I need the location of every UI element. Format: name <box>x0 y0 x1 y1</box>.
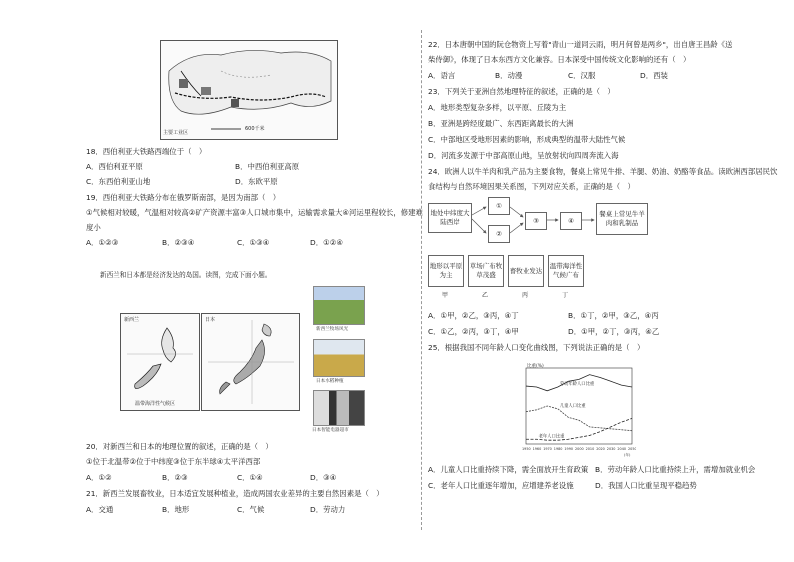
x-tick-label: 1990 <box>564 447 574 451</box>
chart-xlabel: (年) <box>624 453 631 457</box>
label-yi: 乙 <box>482 292 489 299</box>
q23-option-b[interactable]: B．亚洲是跨经度最广、东西距离最长的大洲 <box>428 119 574 128</box>
x-tick-label: 2050 <box>628 447 636 451</box>
japan-map-title: 日本 <box>205 317 216 323</box>
q20-option-b[interactable]: B．②③ <box>162 473 188 482</box>
photo-nz-pasture <box>313 286 365 325</box>
q18-option-a[interactable]: A．西伯利亚平原 <box>86 162 143 171</box>
q25-option-a[interactable]: A．儿童人口比重持续下降，需全面放开生育政策 <box>428 465 589 474</box>
q18-option-c[interactable]: C．东西伯利亚山地 <box>86 177 151 186</box>
q19-option-c[interactable]: C．①③④ <box>237 238 270 247</box>
flow-box-4: ④ <box>560 212 582 230</box>
photo-japan-store-caption: 日本智能电器超市 <box>312 428 349 433</box>
q24-option-a[interactable]: A．①甲，②乙，③丙，④丁 <box>428 311 519 320</box>
series-label-1: 儿童人口比重 <box>559 403 586 409</box>
q24-body: 食结构与自然环境因果关系图，下列对应关系，正确的是（ ） <box>428 182 635 191</box>
q18-stem: 18．西伯利亚大铁路西端位于（ ） <box>86 147 207 156</box>
nz-legend: 温带海洋性气候区 <box>135 401 176 407</box>
x-tick-label: 1970 <box>543 447 552 451</box>
nz-map-drawing <box>121 314 199 410</box>
q20-body: ①位于北温带②位于中纬度③位于东半球④太平洋西部 <box>86 457 261 466</box>
option-box-yi: 草场广布牧草茂盛 <box>468 255 504 287</box>
photo-japan-rice-caption: 日本水稻种植 <box>316 379 344 384</box>
q20-stem: 20．对新西兰和日本的地理位置的叙述，正确的是（ ） <box>86 442 273 451</box>
q25-option-c[interactable]: C．老年人口比重逐年增加，应增建养老设施 <box>428 481 574 490</box>
q23-option-a[interactable]: A．地形类型复杂多样，以平原、丘陵为主 <box>428 103 567 112</box>
q24-stem: 24．欧洲人以牛羊肉和乳产品为主要食物，餐桌上常见牛排、羊腿、奶油、奶酪等食品。读欧洲西部居民饮 <box>428 167 778 176</box>
q22-option-c[interactable]: C．汉服 <box>568 71 596 80</box>
q23-option-c[interactable]: C．中部地区受地形因素的影响，形成典型的温带大陆性气候 <box>428 135 626 144</box>
q25-option-d[interactable]: D．我国人口比重呈现平稳趋势 <box>595 481 697 490</box>
series-line-1 <box>526 406 632 431</box>
population-chart <box>516 360 636 458</box>
q23-stem: 23．下列关于亚洲自然地理特征的叙述，正确的是（ ） <box>428 87 615 96</box>
q22-option-d[interactable]: D．西装 <box>640 71 668 80</box>
q22-option-b[interactable]: B．动漫 <box>495 71 523 80</box>
q20-option-c[interactable]: C．①④ <box>237 473 263 482</box>
series-label-0: 劳动年龄人口比重 <box>559 382 595 387</box>
q19-body-2: 度小 <box>86 223 101 232</box>
q24-option-b[interactable]: B．①丁，②甲，③乙，④丙 <box>568 311 659 320</box>
column-divider <box>421 30 422 530</box>
x-tick-label: 1980 <box>553 447 563 451</box>
nz-map-title: 新西兰 <box>124 317 140 323</box>
x-tick-label: 2020 <box>596 447 605 451</box>
q24-option-c[interactable]: C．①乙，②丙，③丁，④甲 <box>428 327 519 336</box>
chart-ylabel: 比重(%) <box>527 364 544 369</box>
q19-body-1: ①气候相对较暖，气温相对较高②矿产资源丰富③人口城市集中，运输需求量大④河运里程较长，修建难 <box>86 208 423 217</box>
photo-japan-rice <box>313 339 365 377</box>
q18-option-b[interactable]: B．中西伯利亚高原 <box>235 162 300 171</box>
q24-option-d[interactable]: D．①甲，②丁，③丙，④乙 <box>568 327 660 336</box>
x-tick-label: 1950 <box>522 447 531 451</box>
q21-option-b[interactable]: B．地形 <box>162 505 190 514</box>
flow-box-end: 餐桌上常见牛羊肉和乳制品 <box>596 203 648 235</box>
q23-option-d[interactable]: D．河流多发源于中部高原山地，呈放射状向四周奔流入海 <box>428 151 619 160</box>
causal-flow-diagram <box>428 195 788 307</box>
q22-body: 柴侍御》，体现了日本东西方文化兼容。日本深受中国传统文化影响的还有（ ） <box>428 55 691 64</box>
japan-map <box>201 313 300 411</box>
photo-nz-pasture-caption: 新西兰牧场风光 <box>316 327 349 332</box>
q21-stem: 21．新西兰发展畜牧业，日本适宜发展种植业，造成两国农业差异的主要自然因素是（ ） <box>86 489 384 498</box>
russia-railway-map <box>160 40 338 140</box>
q21-option-c[interactable]: C．气候 <box>237 505 265 514</box>
q21-option-d[interactable]: D．劳动力 <box>310 505 346 514</box>
x-tick-label: 1960 <box>532 447 542 451</box>
option-box-ding: 温带海洋性气候广布 <box>548 255 584 287</box>
x-tick-label: 2030 <box>606 447 616 451</box>
flow-box-start: 地处中纬度大陆西岸 <box>428 203 472 233</box>
x-tick-label: 2040 <box>617 447 627 451</box>
q18-option-d[interactable]: D．东欧平原 <box>235 177 278 186</box>
japan-map-drawing <box>202 314 299 410</box>
population-chart-svg <box>516 360 636 458</box>
x-tick-label: 2010 <box>585 447 595 451</box>
option-box-jia: 地形以平原为主 <box>428 255 464 287</box>
map-scale-label: 600千米 <box>245 126 265 132</box>
new-zealand-map <box>120 313 200 411</box>
q19-stem: 19．西伯利亚大铁路分布在俄罗斯南部，是因为南部（ ） <box>86 193 281 202</box>
map-legend-label: 主要工业区 <box>163 130 189 136</box>
q25-stem: 25．根据我国不同年龄人口变化曲线图，下列说法正确的是（ ） <box>428 343 645 352</box>
label-jia: 甲 <box>442 292 449 299</box>
q21-option-a[interactable]: A．交通 <box>86 505 114 514</box>
flow-box-2: ② <box>488 225 510 243</box>
group-intro: 新西兰和日本都是经济发达的岛国。读图，完成下面小题。 <box>100 271 272 279</box>
q22-option-a[interactable]: A．语言 <box>428 71 456 80</box>
q25-option-b[interactable]: B．劳动年龄人口比重持续上升，需增加就业机会 <box>595 465 756 474</box>
photo-japan-store <box>313 390 365 426</box>
x-tick-label: 2000 <box>575 447 584 451</box>
label-bing: 丙 <box>522 292 529 299</box>
q19-option-b[interactable]: B．②③④ <box>162 238 195 247</box>
q22-stem: 22．日本唐朝中国的阮仓物资上写着"青山一道同云雨，明月何曾是两乡"，出自唐王昌龄《送 <box>428 40 733 49</box>
q20-option-d[interactable]: D．③④ <box>310 473 337 482</box>
q19-option-d[interactable]: D．①②④ <box>310 238 343 247</box>
flow-box-3: ③ <box>525 212 547 230</box>
q20-option-a[interactable]: A．①② <box>86 473 112 482</box>
series-label-2: 老年人口比重 <box>538 434 565 440</box>
option-box-bing: 畜牧业发达 <box>508 255 544 287</box>
q19-option-a[interactable]: A．①②③ <box>86 238 119 247</box>
label-ding: 丁 <box>562 292 569 299</box>
flow-box-1: ① <box>488 197 510 215</box>
